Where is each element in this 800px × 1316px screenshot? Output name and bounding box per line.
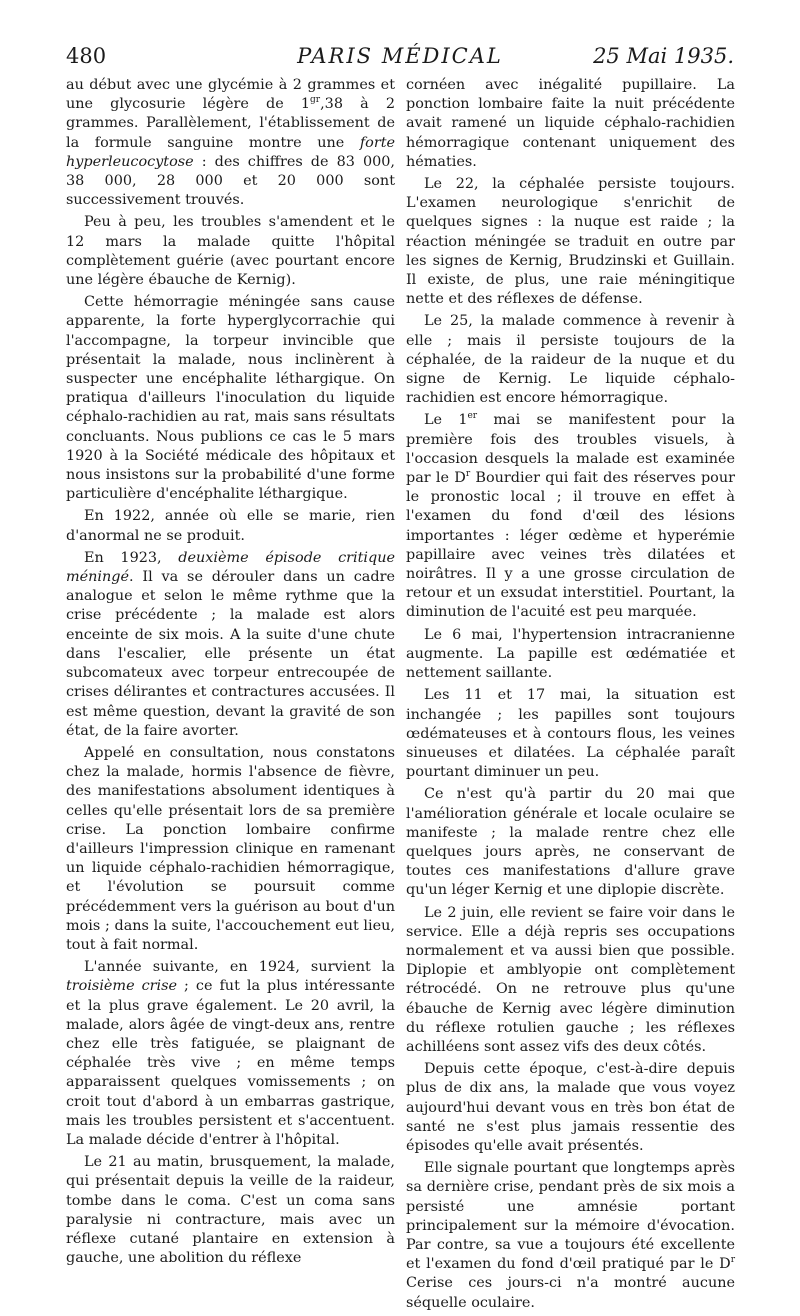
paragraph: au début avec une glycémie à 2 grammes et une glycosurie légère de $1^{gr},38$ à 2 grammes. Parallèlement, l'établissement de la formule sanguine montre une forte hyperleucocytose : des chiffres de 83 000, 38 000, 28 000 et 20 000 sont successivement trouvés. [66,77,395,209]
paragraph: Appelé en consultation, nous constatons chez la malade, hormis l'absence de fièvre, des manifestations absolument identiques à celles qu'elle présentait lors de sa première crise. La ponction lombaire confirme d'ailleurs l'impression clinique en ramenant un liquide céphalo-rachidien hémorragique, et l'évolution se poursuit comme précédemment vers la guérison au bout d'un mois ; dans la suite, l'accouchement eut lieu, tout à fait normal. [66,744,395,953]
paragraph: Elle signale pourtant que longtemps après sa dernière crise, pendant près de six mois a persisté une amnésie portant principalement sur la mémoire d'évocation. Par contre, sa vue a toujours été excellente et l'examen du fond d'œil pratiqué par le $D^r$ Cerise ces jours-ci n'a montré aucune séquelle oculaire. [406,1160,735,1311]
journal-title: PARIS MÉDICAL [297,44,503,68]
paragraph: En 1922, année où elle se marie, rien d'anormal ne se produit. [66,508,395,544]
paragraph: Depuis cette époque, c'est-à-dire depuis plus de dix ans, la malade que vous voyez aujourd'hui devant vous en très bon état de santé ne s'est plus jamais ressentie des épisodes qu'elle avait présentés. [406,1061,735,1154]
paragraph: Les 11 et 17 mai, la situation est inchangée ; les papilles sont toujours œdémateuses et à contours flous, les veines sinueuses et dilatées. La céphalée paraît pourtant diminuer un peu. [406,687,735,781]
paragraph: Le 21 au matin, brusquement, la malade, qui présentait depuis la veille de la raideur, tombe dans le coma. C'est un coma sans paralysie ni contracture, mais avec un réflexe cutané plantaire en extension à gauche, une abolition du réflexe [66,1154,395,1267]
paragraph: Cette hémorragie méningée sans cause apparente, la forte hyperglycorrachie qui l'accompagne, la torpeur invincible que présentait la malade, nous inclinèrent à suspecter une encéphalite léthargique. On pratiqua d'ailleurs l'inoculation du liquide céphalo-rachidien au rat, mais sans résultats concluants. Nous publions ce cas le 5 mars 1920 à la Société médicale des hôpitaux et nous insistons sur la probabilité d'une forme particulière d'encéphalite léthargique. [66,294,395,503]
paragraph: Peu à peu, les troubles s'amendent et le 12 mars la malade quitte l'hôpital complètement guérie (avec pourtant encore une légère ébauche de Kernig). [66,214,395,289]
paragraph: Le 25, la malade commence à revenir à elle ; mais il persiste toujours de la céphalée, de la raideur de la nuque et du signe de Kernig. Le liquide céphalo-rachidien est encore hémorragique. [406,313,735,407]
paragraph: Ce n'est qu'à partir du 20 mai que l'amélioration générale et locale oculaire se manifeste ; la malade rentre chez elle quelques jours après, ne conservant de toutes ces manifestations d'allure grave qu'un léger Kernig et une diplopie discrète. [406,786,735,899]
paragraph: Le 1er mai se manifestent pour la première fois des troubles visuels, à l'occasion desquels la malade est examinée par le $D^r$ Bourdier qui fait des réserves pour le pronostic local ; il trouve en effet à l'examen du fond d'œil des lésions importantes : léger œdème et hyperémie papillaire avec veines très dilatées et noirâtres. Il y a une grosse circulation de retour et un exsudat interstitiel. Pourtant, la diminution de l'acuité est peu marquée. [406,411,735,621]
paragraph: cornéen avec inégalité pupillaire. La ponction lombaire faite la nuit précédente avait ramené un liquide céphalo-rachidien hémorragique contenant uniquement des hématies. [406,77,735,170]
left-column [66,76,395,1271]
paragraph: Le 2 juin, elle revient se faire voir dans le service. Elle a déjà repris ses occupations normalement et va aussi bien que possible. Diplopie et amblyopie ont complètement rétrocédé. On ne retrouve plus qu'une ébauche de Kernig avec légère diminution du réflexe rotulien gauche ; les réflexes achilléens sont assez vifs des deux côtés. [406,904,735,1055]
paragraph: En 1923, deuxième épisode critique méningé. Il va se dérouler dans un cadre analogue et selon le même rythme que la crise précédente ; la malade est alors enceinte de six mois. A la suite d'une chute dans l'escalier, elle présente un état subcomateux avec torpeur entrecoupée de crises délirantes et contractures accusées. Il est même question, devant la gravité de son état, de la faire avorter. [66,549,396,739]
right-column [406,76,735,1316]
page-header [66,44,734,70]
issue-date: 25 Mai 1935. [593,44,734,68]
paragraph: Le 22, la céphalée persiste toujours. L'examen neurologique s'enrichit de quelques signes : la nuque est raide ; la réaction méningée se traduit en outre par les signes de Kernig, Brudzinski et Guillain. Il existe, de plus, une raie méningitique nette et des réflexes de défense. [406,176,735,308]
page-number: 480 [66,44,107,68]
paragraph: Le 6 mai, l'hypertension intracranienne augmente. La papille est œdématiée et nettement saillante. [406,626,735,682]
paragraph: L'année suivante, en 1924, survient la troisième crise ; ce fut la plus intéressante et la plus grave également. Le 20 avril, la malade, alors âgée de vingt-deux ans, rentre chez elle très fatiguée, se plaignant de céphalée très vive ; en même temps apparaissent quelques vomissements ; on croit tout d'abord à un embarras gastrique, mais les troubles persistent et s'accentuent. La malade décide d'entrer à l'hôpital. [66,959,395,1148]
